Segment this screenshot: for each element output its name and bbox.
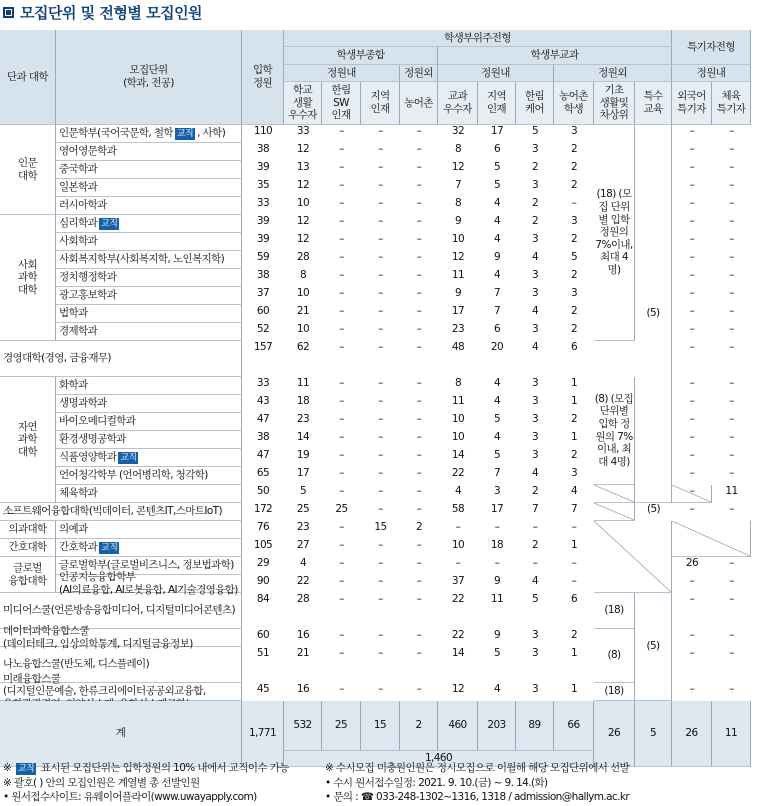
unit-name: 화학과 [56,377,242,395]
unit-name: 인문학부(국어국문학, 철학 교직 , 사학) [56,125,242,143]
unit-name: 체육학과 [56,485,242,503]
admission-table [0,30,779,784]
header-quota: 입학 정원 [242,30,284,125]
square-bullet-icon [3,7,14,18]
unit-name: 광고홍보학과 [56,287,242,305]
unit-name: 정치행정학과 [56,269,242,287]
footnote: • 수시 원서접수일정: 2021. 9. 10.(금) ~ 9. 14.(화) [325,776,548,789]
merged-basic-future: (18) [594,683,635,701]
total-value: 460 [438,701,478,751]
total-sum: 1,460 [284,751,594,767]
header-col: 외국어 특기자 [672,82,712,125]
merged-basic-nano: (8) [594,629,635,683]
page-title: 모집단위 및 전형별 모집인원 [3,0,202,25]
college-business: 경영대학(경영, 금융재무) [0,341,242,377]
slash-cell [672,521,751,557]
college-social: 사회 과학 대학 [0,215,56,341]
unit-name: 환경생명공학과 [56,431,242,449]
unit-name: 일본학과 [56,179,242,197]
college-global: 글로벌 융합대학 [0,557,56,593]
unit-name: 중국학과 [56,161,242,179]
header-comprehensive: 학생부종합 [284,47,438,65]
unit-name: 경제학과 [56,323,242,341]
header-col: 지역 인재 [478,82,516,125]
header-col: 교과 우수자 [438,82,478,125]
total-value: 203 [478,701,516,751]
total-value: 15 [361,701,400,751]
total-value: 5 [635,701,672,767]
merged-basic-humsoc: (18) (모집 단위별 입학 정원의 7%이내, 최대 4명) [594,125,635,341]
header-col: 한림 케어 [516,82,554,125]
unit-name: 언어청각학부 (언어병리학, 청각학) [56,467,242,485]
total-value: 26 [594,701,635,767]
unit-name: 사회학과 [56,233,242,251]
college-natural: 자연 과학 대학 [0,377,56,503]
header-college: 단과 대학 [0,30,56,125]
slash-cell [594,485,635,503]
header-col: 지역 인재 [361,82,400,125]
header-comp-out: 정원외 [400,65,438,82]
footnote: ※ 괄호( ) 안의 모집인원은 계열별 총 선발인원 [3,776,200,789]
unit-name: 심리학과 교직 [56,215,242,233]
teaching-badge: 교직 [120,452,137,463]
unit-name: 러시아학과 [56,197,242,215]
unit-name: 식품영양학과 교직 [56,449,242,467]
header-unit: 모집단위 (학과, 전공) [56,30,242,125]
college-software: 소프트웨어융합대학(빅데이터, 콘텐츠IT,스마트IoT) [0,503,242,521]
unit-name: 의예과 [56,521,242,539]
total-value: 26 [672,701,712,767]
teaching-badge: 교직 [17,764,35,774]
header-col: 체육 특기자 [712,82,751,125]
header-spec-in: 정원내 [672,65,751,82]
footnote: ※ 교직 표시된 모집단위는 입학정원의 10% 내에서 교직이수 가능 [3,762,289,774]
merged-basic-nat: (8) (모집 단위별 입학 정원의 7%이내, 최대 4명) [594,377,635,485]
teaching-badge: 교직 [101,218,118,229]
header-col: 한림 SW 인재 [322,82,361,125]
merged-special-edu: (5) [635,125,672,503]
total-quota: 1,771 [242,701,284,767]
teaching-badge: 교직 [101,542,118,553]
unit-name: 법학과 [56,305,242,323]
header-student-main: 학생부위주전형 [284,30,672,47]
college-datasci: 데이터과학융합스쿨 (데이터테크, 임상의학통계, 디지털금융정보) [0,629,242,647]
header-comp-in: 정원내 [284,65,400,82]
teaching-badge: 교직 [176,128,194,139]
slash-cell [594,521,672,593]
college-humanities: 인문 대학 [0,125,56,215]
footnote: • 문의 : ☎ 033-248-1302~1316, 1318 / admission@hallym.ac.kr [325,791,630,803]
header-subject: 학생부교과 [438,47,672,65]
total-value: 2 [400,701,438,751]
unit-name: 영어영문학과 [56,143,242,161]
footnote: ※ 수시모집 미충원인원은 정시모집으로 이월해 해당 모집단위에서 선발 [325,762,630,774]
unit-name: 바이오메디컬학과 [56,413,242,431]
header-col: 농어촌 학생 [554,82,594,125]
total-label: 계 [0,701,242,767]
college-nursing: 간호대학 [0,539,56,557]
college-nano: 나노융합스쿨(반도체, 디스플레이) [0,647,242,683]
unit-name: 인공지능융합학부 (AI의료융합, AI로봇융합, AI기술경영융합) [56,575,242,593]
header-col: 기초 생활및 차상위 [594,82,635,125]
footnote: • 원서접수사이트: 유웨이어플라이(www.uwayapply.com) [3,791,257,803]
slash-cell [594,503,635,521]
unit-name: 생명과학과 [56,395,242,413]
college-medicine: 의과대학 [0,521,56,539]
header-col: 농어촌 [400,82,438,125]
merged-special-edu-2: (5) [635,593,672,701]
merged-basic-media: (18) [594,593,635,629]
total-value: 66 [554,701,594,751]
total-value: 11 [712,701,751,767]
unit-name: 사회복지학부(사회복지학, 노인복지학) [56,251,242,269]
header-subj-in: 정원내 [438,65,554,82]
total-value: 89 [516,701,554,751]
unit-name: 글로벌학부(글로벌비즈니스, 정보법과학) [56,557,242,575]
header-col: 학교 생활 우수자 [284,82,322,125]
college-media: 미디어스쿨(언론방송융합미디어, 디지털미디어콘텐츠) [0,593,242,629]
header-special: 특기자전형 [672,30,751,65]
header-col: 특수 교육 [635,82,672,125]
college-future: 미래융합스쿨 (디지털인문예술, 한류크리에이터공공외교융합, [0,683,242,701]
total-value: 532 [284,701,322,751]
unit-name: 간호학과 교직 [56,539,242,557]
header-subj-out: 정원외 [554,65,672,82]
total-value: 25 [322,701,361,751]
